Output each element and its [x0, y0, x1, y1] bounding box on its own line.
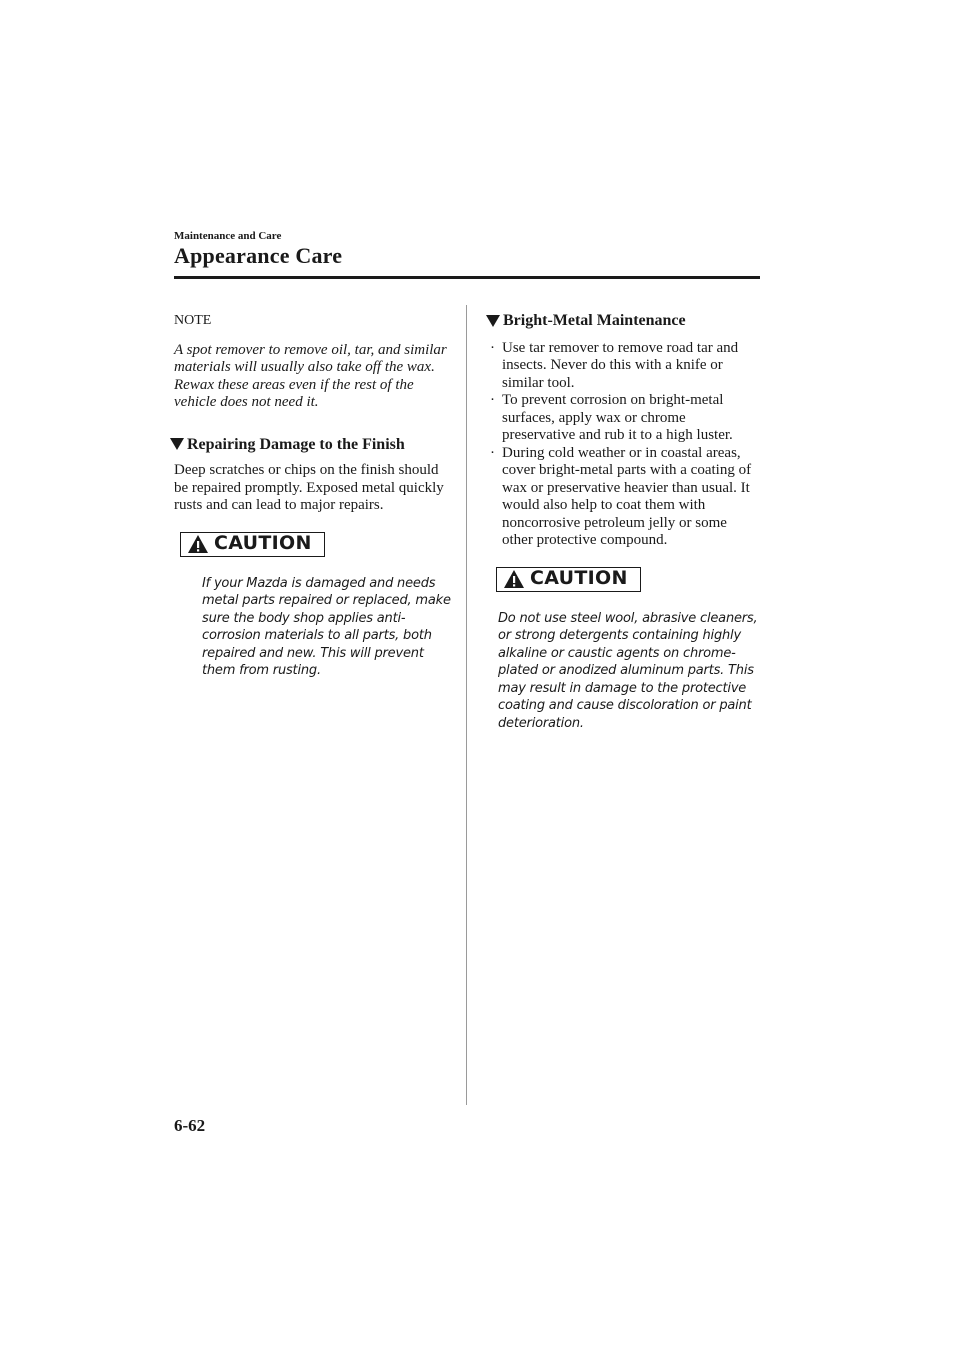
list-item-text: During cold weather or in coastal areas, cover bright-metal parts with a coating of wax or preservative heavier than usual. It would also help to coat them with noncorrosive petroleum jelly or some other protective compound. — [502, 444, 752, 548]
warning-icon — [503, 569, 525, 589]
repair-heading-text: Repairing Damage to the Finish — [187, 435, 405, 453]
warning-icon — [187, 534, 209, 554]
bullet-dot: · — [490, 339, 495, 356]
title-rule — [174, 276, 760, 279]
list-item — [490, 340, 760, 393]
repair-body: Deep scratches or chips on the finish should be repaired promptly. Exposed metal quickly rusts and can lead to major repairs. — [174, 462, 444, 513]
column-divider — [466, 305, 467, 1105]
note-body: A spot remover to remove oil, tar, and similar materials will usually also take off the wax. Rewax these areas even if the rest of the vehicle does not need it. — [174, 341, 447, 410]
triangle-down-icon — [170, 438, 184, 450]
list-item — [490, 392, 760, 445]
caution-text: Do not use steel wool, abrasive cleaners, or strong detergents containing highly alkaline or caustic agents on chrome-plated or anodized aluminum parts. This may result in damage to the protective coating and cause discoloration or paint deterioration. — [498, 610, 758, 731]
caution-text: If your Mazda is damaged and needs metal parts repaired or replaced, make sure the body shop applies anti-corrosion materials to all parts, both repaired and new. This will prevent them from rusting. — [202, 575, 451, 678]
bright-metal-heading-text: Bright-Metal Maintenance — [503, 312, 686, 329]
bullet-dot: · — [490, 392, 495, 408]
left-column — [174, 312, 454, 680]
list-item-text: Use tar remover to remove road tar and insects. Never do this with a knife or similar tool. — [502, 339, 739, 391]
bullet-dot: · — [490, 444, 495, 461]
list-item — [490, 445, 760, 550]
bright-metal-heading — [490, 312, 760, 330]
list-item-text: To prevent corrosion on bright-metal surfaces, apply wax or chrome preservative and rub it to a high luster. — [502, 392, 733, 443]
caution-badge — [180, 532, 325, 557]
right-column — [490, 312, 760, 732]
repair-heading — [174, 436, 454, 454]
page-number: 6-62 — [174, 1116, 206, 1135]
page-title: Appearance Care — [174, 243, 343, 268]
triangle-down-icon — [486, 315, 500, 327]
caution-label: CAUTION — [214, 532, 312, 555]
caution-badge — [496, 567, 641, 592]
caution-label: CAUTION — [530, 567, 628, 590]
bullet-list — [490, 340, 760, 550]
section-label: Maintenance and Care — [174, 230, 282, 242]
note-heading: NOTE — [174, 313, 212, 328]
